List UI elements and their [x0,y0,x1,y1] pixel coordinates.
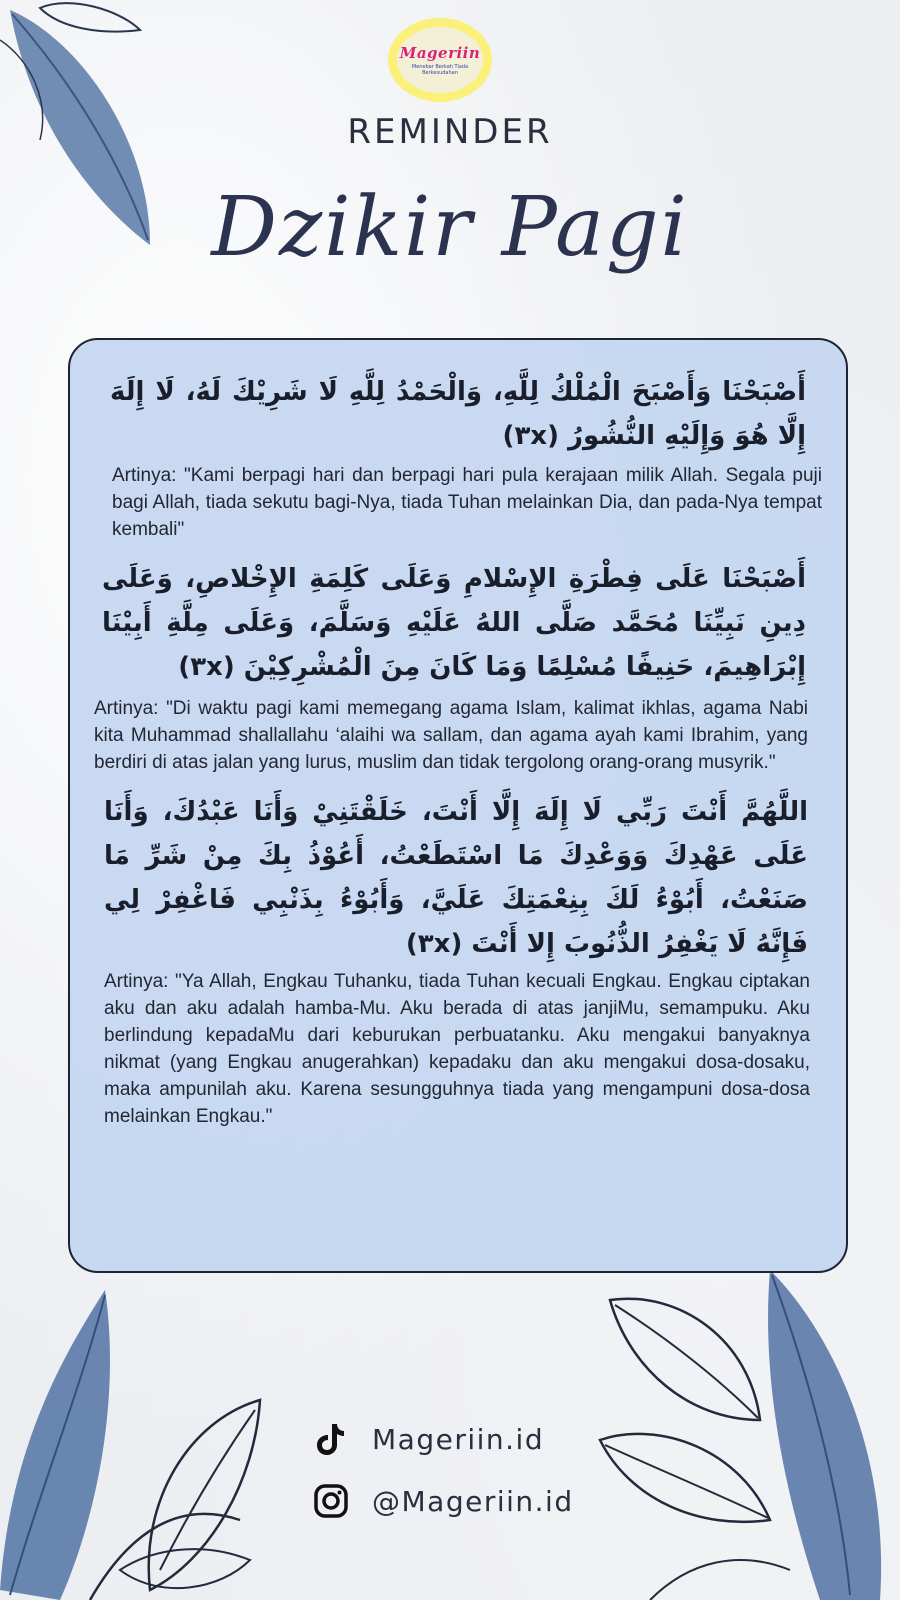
dzikir-2-arabic: أَصْبَحْنَا عَلَى فِطْرَةِ الإِسْلامِ وَعَلَى كَلِمَةِ الإِخْلاصِ، وَعَلَى دِينِ نَبِيِّنَا مُحَمَّد صَلَّى اللهُ عَلَيْهِ وَسَلَّمَ، وَعَلَى مِلَّةِ أَبِيْنَا إِبْرَاهِيمَ، حَنِيفًا مُسْلِمًا وَمَا كَانَ مِنَ الْمُشْرِكِيْنَ (٣x) [102,564,806,682]
brand-logo [388,18,492,102]
dzikir-1-translation: Artinya: "Kami berpagi hari dan berpagi hari pula kerajaan milik Allah. Segala puji bagi Allah, tiada sekutu bagi-Nya, tiada Tuhan melainkan Dia, dan pada-Nya tempat kembali" [112,465,822,540]
dzikir-1-arabic: أَصْبَحْنَا وَأَصْبَحَ الْمُلْكُ لِلَّهِ، وَالْحَمْدُ لِلَّهِ لَا شَرِيْكَ لَهُ، لَا إِلَهَ إِلَّا هُوَ وَإِلَيْهِ النُّشُورُ (٣x) [110,377,806,451]
dzikir-card [68,338,848,1273]
dzikir-3-arabic: اللَّهُمَّ أَنْتَ رَبِّي لَا إِلَهَ إِلَّا أَنْتَ، خَلَقْتَنِيْ وَأَنَا عَبْدُكَ، وَأَنَا عَلَى عَهْدِكَ وَوَعْدِكَ مَا اسْتَطَعْتُ، أَعُوْذُ بِكَ مِنْ شَرِّ مَا صَنَعْتُ، أَبُوْءُ لَكَ بِنِعْمَتِكَ عَلَيَّ، وَأَبُوْءُ بِذَنْبِي فَاغْفِرْ لِي فَإِنَّهُ لَا يَغْفِرُ الذُّنُوبَ إِلا أَنْتَ (٣x) [104,797,808,959]
leaf-decoration-bottom-left [0,1270,290,1600]
instagram-icon [312,1482,350,1520]
dzikir-2-translation: Artinya: "Di waktu pagi kami memegang agama Islam, kalimat ikhlas, agama Nabi kita Muhammad shallallahu ‘alaihi wa sallam, dan agama ayah kami Ibrahim, yang berdiri di atas jalan yang lurus, muslim dan tidak tergolong orang-orang musyrik." [94,698,808,773]
logo-tagline-2: Berkesudahan [422,70,458,76]
tiktok-icon [312,1420,350,1458]
reminder-label: REMINDER [347,112,553,152]
page-title: Dzikir Pagi [211,180,689,275]
tiktok-handle: Mageriin.id [372,1422,545,1456]
logo-tagline: Menebar Berkah Tiada [411,64,469,70]
dzikir-3-translation: Artinya: "Ya Allah, Engkau Tuhanku, tiada Tuhan kecuali Engkau. Engkau ciptakan aku dan aku adalah hamba-Mu. Aku berada di atas janjiMu, semampuku. Aku berlindung kepadaMu dari keburukan perbuatanku. Aku mengakui banyaknya nikmat (yang Engkau anugerahkan) kepadaku dan aku mengakui dosa-dosaku, maka ampunilah aku. Karena sesungguhnya tiada yang mengampuni dosa-dosa melainkan Engkau." [104,971,810,1127]
tiktok-handle-row[interactable] [312,1420,544,1458]
instagram-handle-row[interactable] [312,1482,574,1520]
leaf-decoration-bottom-right [590,1270,900,1600]
instagram-handle: @Mageriin.id [372,1484,574,1518]
logo-name: Mageriin [399,44,481,62]
logo-badge [397,27,483,93]
